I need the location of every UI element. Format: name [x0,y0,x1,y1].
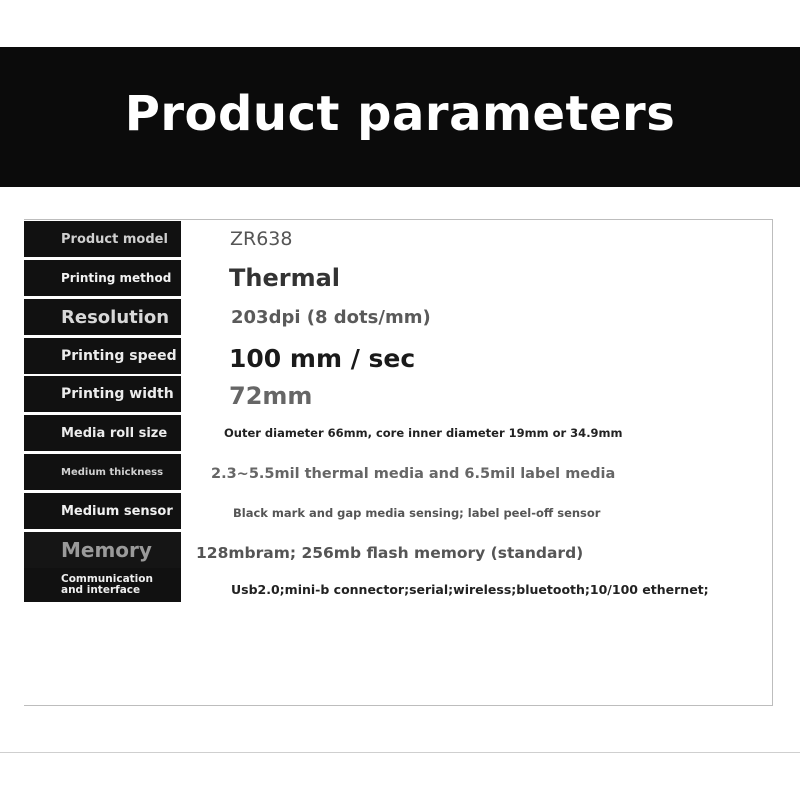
param-label-medium-sensor: Medium sensor [24,493,181,529]
param-value-medium-sensor: Black mark and gap media sensing; label peel-off sensor [233,506,601,520]
param-label-product-model: Product model [24,221,181,257]
param-label-communication-interface [24,568,181,602]
param-value-printing-speed: 100 mm / sec [229,343,416,373]
param-label-printing-speed: Printing speed [24,338,181,374]
param-label-communication-interface-text: Communication and interface [61,573,153,596]
param-value-medium-thickness: 2.3~5.5mil thermal media and 6.5mil label media [211,466,616,482]
param-label-printing-width: Printing width [24,376,181,412]
param-label-resolution: Resolution [24,299,181,335]
param-value-product-model: ZR638 [230,228,293,250]
param-value-printing-width: 72mm [229,382,313,410]
param-label-memory: Memory [24,532,181,568]
param-label-media-roll-size: Media roll size [24,415,181,451]
param-value-memory: 128mbram; 256mb flash memory (standard) [196,544,584,562]
param-value-printing-method: Thermal [229,264,340,292]
bottom-divider [0,752,800,753]
page-title: Product parameters [124,86,676,142]
param-value-media-roll-size: Outer diameter 66mm, core inner diameter 19mm or 34.9mm [224,426,623,440]
param-label-medium-thickness: Medium thickness [24,454,181,490]
header-banner [0,47,800,187]
param-value-communication-interface: Usb2.0;mini-b connector;serial;wireless;bluetooth;10/100 ethernet; [231,581,709,597]
param-value-resolution: 203dpi (8 dots/mm) [231,306,431,328]
param-label-printing-method: Printing method [24,260,181,296]
